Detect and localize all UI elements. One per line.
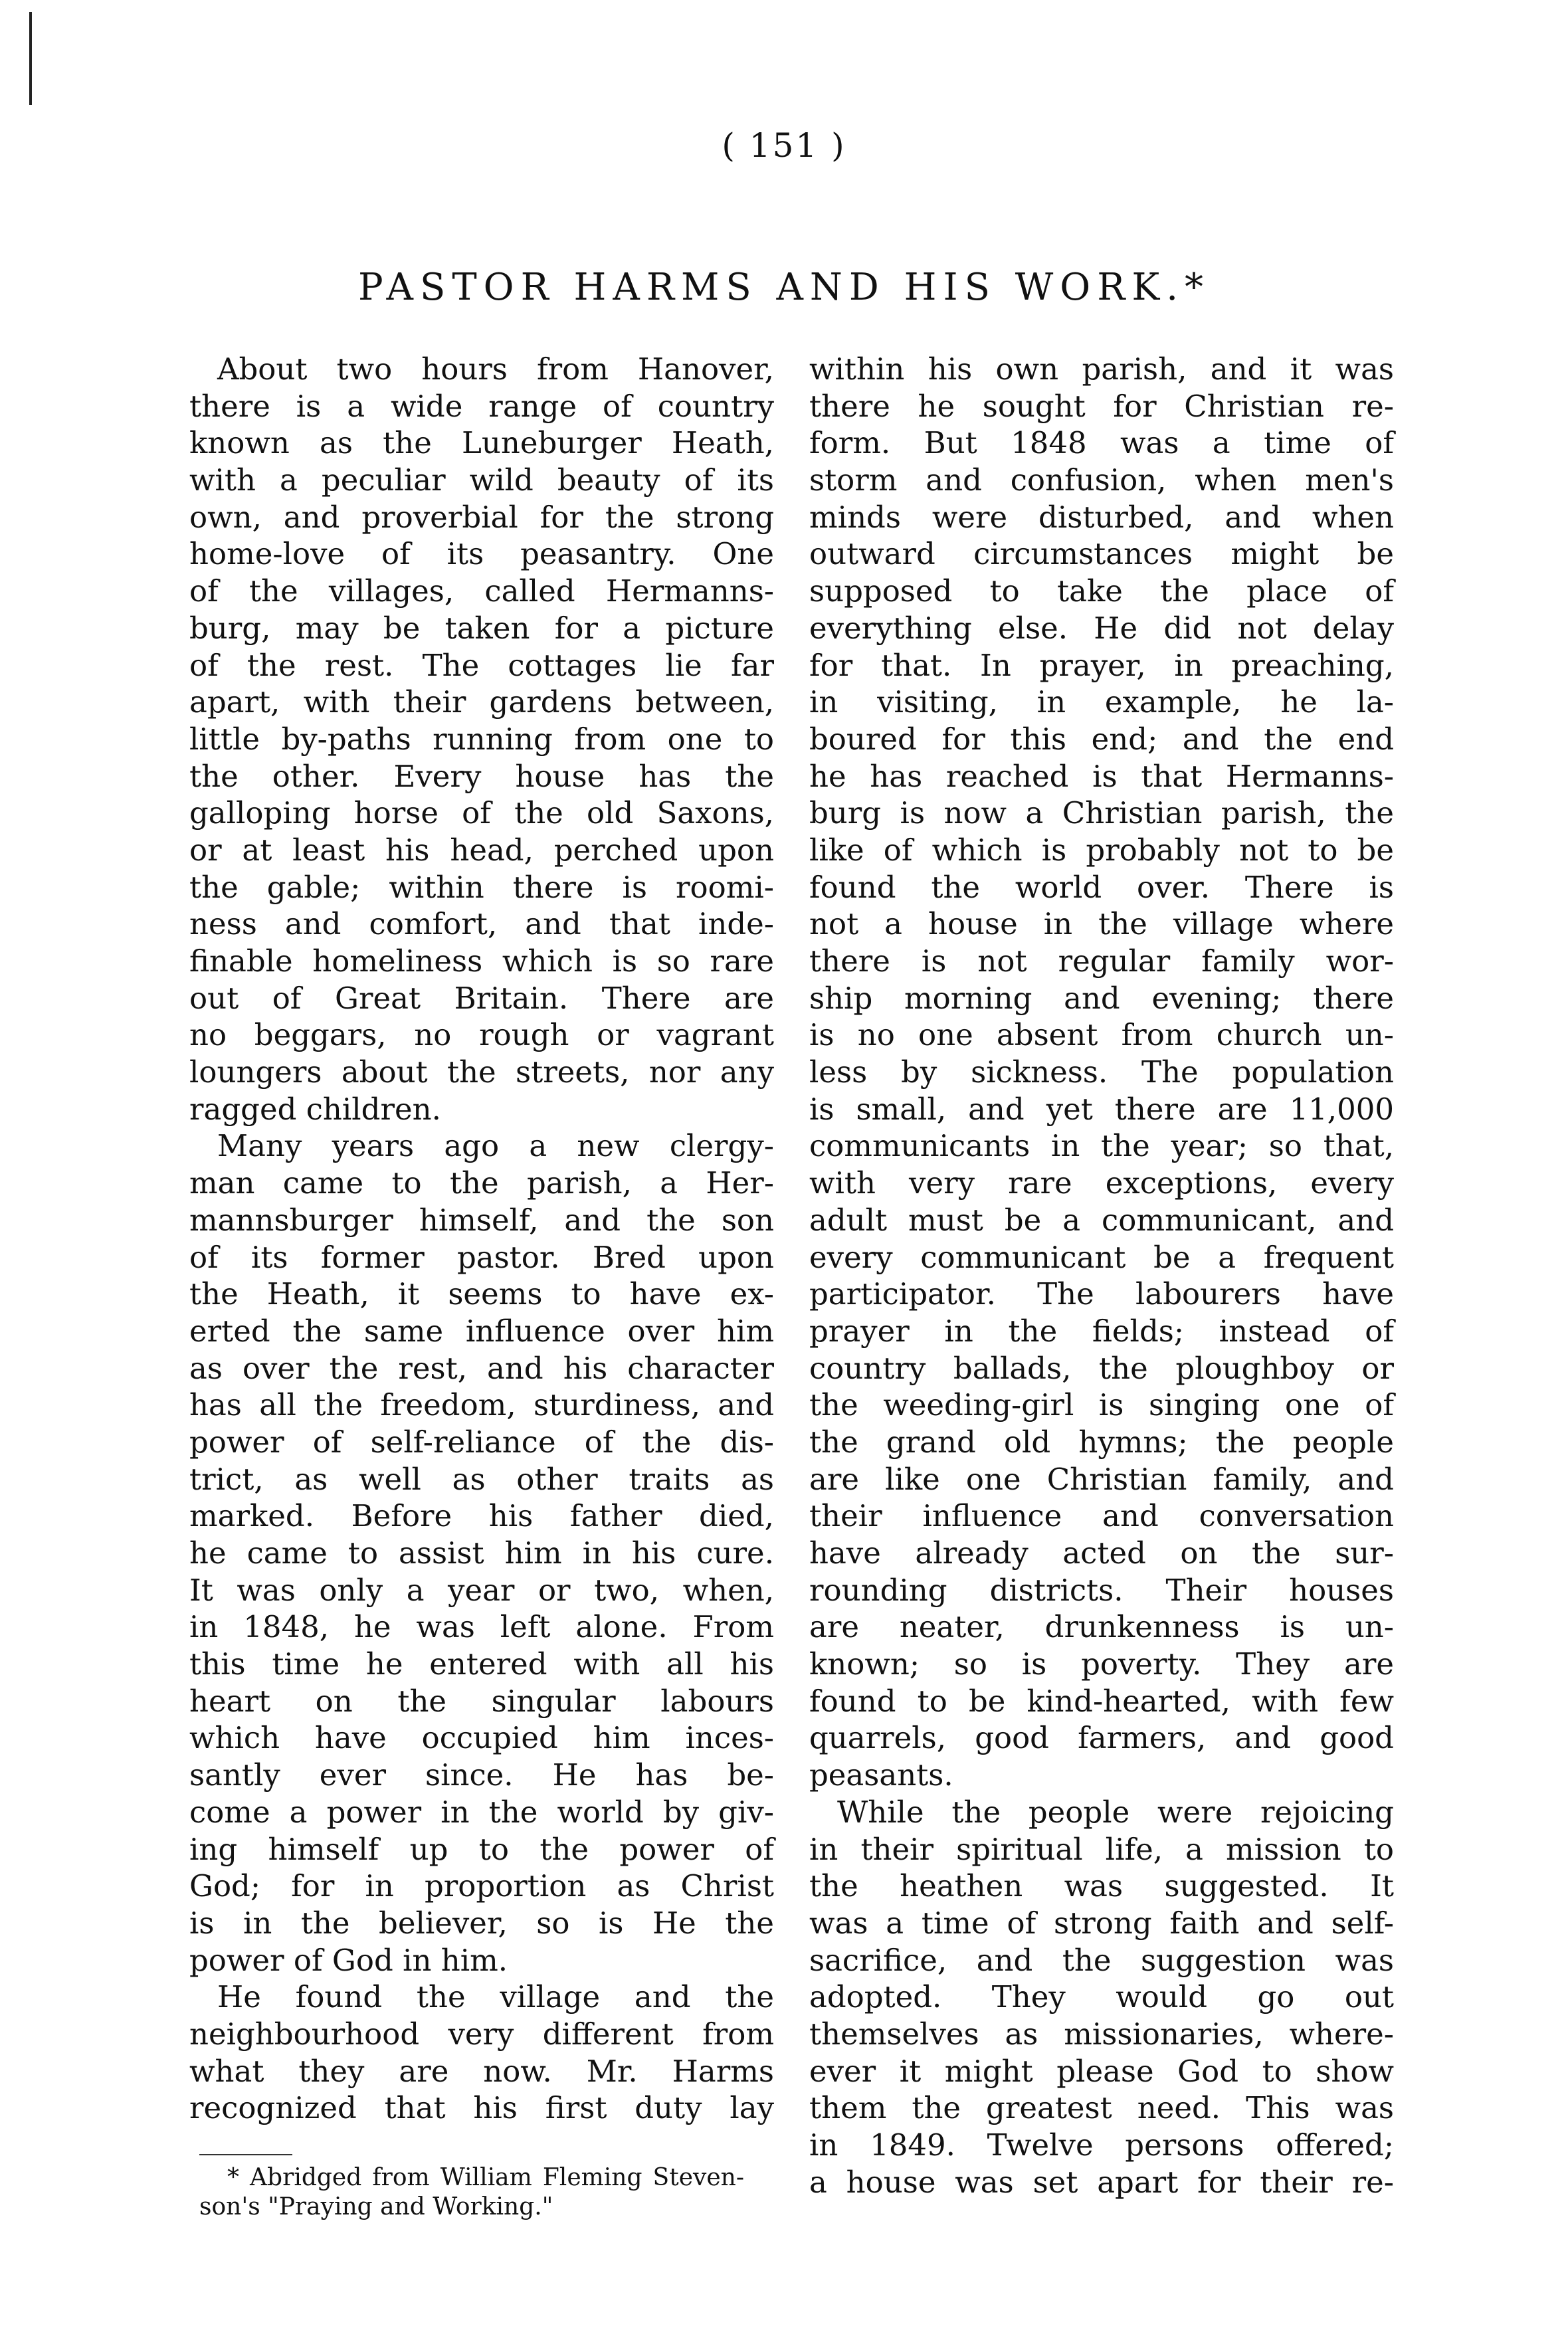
text-line: of the villages, called Hermanns- [189, 573, 774, 609]
right-column [809, 351, 1394, 2201]
text-line: are neater, drunkenness is un- [809, 1609, 1394, 1645]
text-line: the Heath, it seems to have ex- [189, 1276, 774, 1312]
text-line: communicants in the year; so that, [809, 1128, 1394, 1164]
text-line: little by-paths running from one to [189, 721, 774, 757]
text-line: outward circumstances might be [809, 536, 1394, 572]
text-line: known as the Luneburger Heath, [189, 425, 774, 461]
text-line: galloping horse of the old Saxons, [189, 795, 774, 831]
footnote [199, 2163, 744, 2222]
text-line: known; so is poverty. They are [809, 1646, 1394, 1682]
text-line: themselves as missionaries, where- [809, 2016, 1394, 2052]
text-line: ever it might please God to show [809, 2053, 1394, 2089]
text-line: loungers about the streets, nor any [189, 1054, 774, 1090]
margin-mark [29, 12, 32, 105]
text-line: minds were disturbed, and when [809, 499, 1394, 535]
text-line: them the greatest need. This was [809, 2090, 1394, 2126]
text-line: out of Great Britain. There are [189, 980, 774, 1016]
text-line: ness and comfort, and that inde- [189, 906, 774, 942]
article-title: PASTOR HARMS AND HIS WORK.* [357, 266, 1211, 309]
footnote-rule [199, 2154, 292, 2155]
text-line: He found the village and the [217, 1979, 774, 2015]
text-line: burg, may be taken for a picture [189, 610, 774, 646]
text-line: While the people were rejoicing [837, 1794, 1394, 1830]
text-line: the weeding-girl is singing one of [809, 1387, 1394, 1423]
text-line: is small, and yet there are 11,000 [809, 1091, 1394, 1127]
text-line: or at least his head, perched upon [189, 832, 774, 868]
text-line: peasants. [809, 1757, 953, 1793]
text-line: power of God in him. [189, 1942, 508, 1978]
text-line: marked. Before his father died, [189, 1498, 774, 1534]
text-line: in their spiritual life, a mission to [809, 1831, 1394, 1867]
text-line: country ballads, the ploughboy or [809, 1350, 1394, 1386]
text-line: prayer in the fields; instead of [809, 1313, 1394, 1349]
text-line: the heathen was suggested. It [809, 1868, 1394, 1904]
text-line: was a time of strong faith and self- [809, 1905, 1394, 1941]
text-line: which have occupied him inces- [189, 1720, 774, 1756]
text-line: he has reached is that Hermanns- [809, 758, 1394, 794]
text-line: power of self-reliance of the dis- [189, 1424, 774, 1460]
text-line: is in the believer, so is He the [189, 1905, 774, 1941]
text-line: within his own parish, and it was [809, 351, 1394, 387]
text-line: storm and confusion, when men's [809, 462, 1394, 498]
text-line: found to be kind-hearted, with few [809, 1683, 1394, 1719]
text-line: erted the same influence over him [189, 1313, 774, 1349]
text-line: there he sought for Christian re- [809, 388, 1394, 424]
footnote-line: * Abridged from William Fleming Steven- [227, 2164, 744, 2191]
text-line: have already acted on the sur- [809, 1535, 1394, 1571]
text-line: no beggars, no rough or vagrant [189, 1017, 774, 1053]
text-line: he came to assist him in his cure. [189, 1535, 774, 1571]
footnote-line: son's "Praying and Working." [199, 2193, 553, 2220]
text-line: trict, as well as other traits as [189, 1461, 774, 1497]
text-line: man came to the parish, a Her- [189, 1165, 774, 1201]
text-line: every communicant be a frequent [809, 1239, 1394, 1275]
text-line: for that. In prayer, in preaching, [809, 647, 1394, 683]
text-line: ship morning and evening; there [809, 980, 1394, 1016]
left-column [189, 351, 774, 2127]
text-line: as over the rest, and his character [189, 1350, 774, 1386]
text-line: adult must be a communicant, and [809, 1202, 1394, 1238]
text-line: come a power in the world by giv- [189, 1794, 774, 1830]
text-line: the gable; within there is roomi- [189, 869, 774, 905]
text-line: this time he entered with all his [189, 1646, 774, 1682]
text-line: their influence and conversation [809, 1498, 1394, 1534]
text-line: neighbourhood very different from [189, 2016, 774, 2052]
text-line: boured for this end; and the end [809, 721, 1394, 757]
text-line: with a peculiar wild beauty of its [189, 462, 774, 498]
text-line: there is not regular family wor- [809, 943, 1394, 979]
text-line: apart, with their gardens between, [189, 684, 774, 720]
text-line: of its former pastor. Bred upon [189, 1239, 774, 1275]
text-line: finable homeliness which is so rare [189, 943, 774, 979]
text-line: home-love of its peasantry. One [189, 536, 774, 572]
text-line: what they are now. Mr. Harms [189, 2053, 774, 2089]
text-line: quarrels, good farmers, and good [809, 1720, 1394, 1756]
text-line: rounding districts. Their houses [809, 1572, 1394, 1608]
text-line: a house was set apart for their re- [809, 2164, 1394, 2200]
text-line: not a house in the village where [809, 906, 1394, 942]
text-line: God; for in proportion as Christ [189, 1868, 774, 1904]
text-line: the grand old hymns; the people [809, 1424, 1394, 1460]
text-line: It was only a year or two, when, [189, 1572, 774, 1608]
text-line: supposed to take the place of [809, 573, 1394, 609]
text-line: like of which is probably not to be [809, 832, 1394, 868]
text-line: own, and proverbial for the strong [189, 499, 774, 535]
page-number: ( 151 ) [722, 126, 846, 165]
text-line: adopted. They would go out [809, 1979, 1394, 2015]
text-line: in visiting, in example, he la- [809, 684, 1394, 720]
text-line: has all the freedom, sturdiness, and [189, 1387, 774, 1423]
text-line: with very rare exceptions, every [809, 1165, 1394, 1201]
text-line: less by sickness. The population [809, 1054, 1394, 1090]
text-line: recognized that his first duty lay [189, 2090, 774, 2126]
text-line: Many years ago a new clergy- [217, 1128, 774, 1164]
text-line: the other. Every house has the [189, 758, 774, 794]
text-line: heart on the singular labours [189, 1683, 774, 1719]
text-line: found the world over. There is [809, 869, 1394, 905]
text-line: in 1848, he was left alone. From [189, 1609, 774, 1645]
text-line: mannsburger himself, and the son [189, 1202, 774, 1238]
text-line: ing himself up to the power of [189, 1831, 774, 1867]
text-line: form. But 1848 was a time of [809, 425, 1394, 461]
text-line: are like one Christian family, and [809, 1461, 1394, 1497]
text-line: is no one absent from church un- [809, 1017, 1394, 1053]
text-line: everything else. He did not delay [809, 610, 1394, 646]
text-line: participator. The labourers have [809, 1276, 1394, 1312]
text-line: ragged children. [189, 1091, 441, 1127]
text-line: burg is now a Christian parish, the [809, 795, 1394, 831]
text-line: there is a wide range of country [189, 388, 774, 424]
text-line: in 1849. Twelve persons offered; [809, 2127, 1394, 2163]
text-line: About two hours from Hanover, [217, 351, 774, 387]
text-line: of the rest. The cottages lie far [189, 647, 774, 683]
text-line: santly ever since. He has be- [189, 1757, 774, 1793]
text-line: sacrifice, and the suggestion was [809, 1942, 1394, 1978]
